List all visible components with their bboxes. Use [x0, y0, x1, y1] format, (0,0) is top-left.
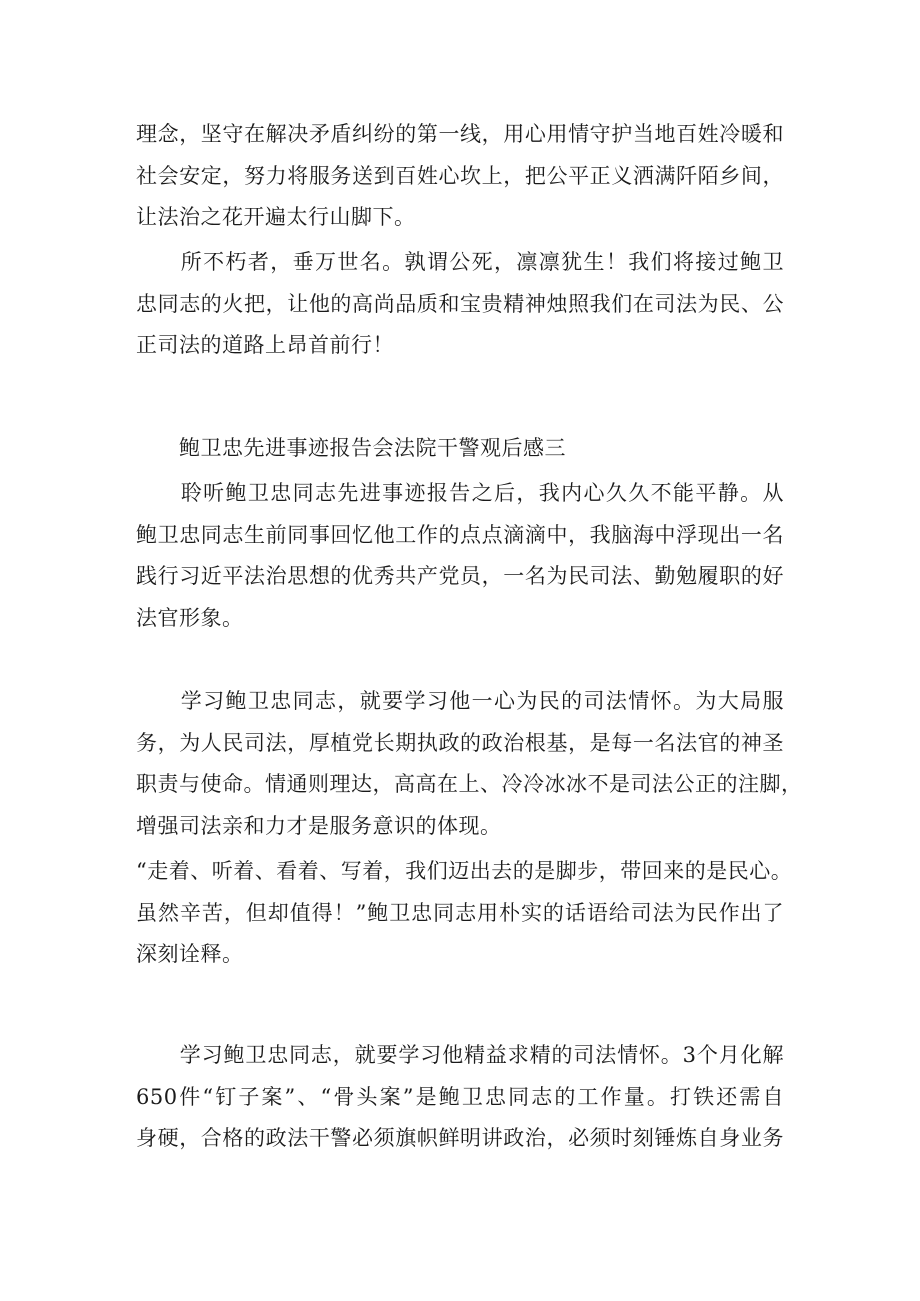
paragraph-2 — [136, 242, 784, 367]
text-line: 虽然辛苦，但却值得！”鲍卫忠同志用朴实的话语给司法为民作出了 — [136, 900, 784, 925]
text-line: 务，为人民司法，厚植党长期执政的政治根基，是每一名法官的神圣 — [136, 730, 784, 755]
text-line: 鲍卫忠同志生前同事回忆他工作的点点滴滴中，我脑海中浮现出一名 — [136, 522, 784, 547]
text-line: 让法治之花开遍太行山脚下。 — [136, 205, 416, 229]
section-heading — [136, 428, 784, 470]
paragraph-4 — [136, 473, 784, 639]
paragraph-quote — [136, 851, 793, 976]
text-line: 法官形象。 — [136, 605, 244, 630]
text-line: 忠同志的火把，让他的高尚品质和宝贵精神烛照我们在司法为民、公 — [136, 291, 784, 316]
text-line: 社会安定，努力将服务送到百姓心坎上，把公平正义洒满阡陌乡间， — [136, 163, 784, 188]
heading-text: 鲍卫忠先进事迹报告会法院干警观后感三 — [136, 436, 566, 460]
text-line: 增强司法亲和力才是服务意识的体现。 — [136, 813, 502, 838]
paragraph-1 — [136, 114, 784, 239]
text-line: 学习鲍卫忠同志，就要学习他一心为民的司法情怀。为大局服 — [136, 689, 784, 713]
text-line: “走着、听着、看着、写着，我们迈出去的是脚步，带回来的是民心。 — [136, 859, 793, 883]
text-line: 身硬，合格的政法干警必须旗帜鲜明讲政治，必须时刻锤炼自身业务 — [136, 1126, 784, 1150]
text-line: 650件“钉子案”、“骨头案”是鲍卫忠同志的工作量。打铁还需自 — [136, 1084, 784, 1109]
text-line: 所不朽者，垂万世名。孰谓公死，凛凛犹生！我们将接过鲍卫 — [136, 250, 784, 274]
text-line: 正司法的道路上昂首前行！ — [136, 333, 394, 357]
text-line: 深刻诠释。 — [136, 942, 244, 966]
text-line: 职责与使命。情通则理达，高高在上、冷冷冰冰不是司法公正的注脚， — [136, 772, 803, 796]
text-line: 学习鲍卫忠同志，就要学习他精益求精的司法情怀。3个月化解 — [136, 1043, 784, 1067]
text-line: 践行习近平法治思想的优秀共产党员，一名为民司法、勤勉履职的好 — [136, 564, 784, 588]
text-line: 聆听鲍卫忠同志先进事迹报告之后，我内心久久不能平静。从 — [136, 481, 784, 505]
paragraph-5 — [136, 681, 803, 847]
text-line: 理念，坚守在解决矛盾纠纷的第一线，用心用情守护当地百姓冷暖和 — [136, 122, 784, 146]
paragraph-7 — [136, 1035, 784, 1160]
